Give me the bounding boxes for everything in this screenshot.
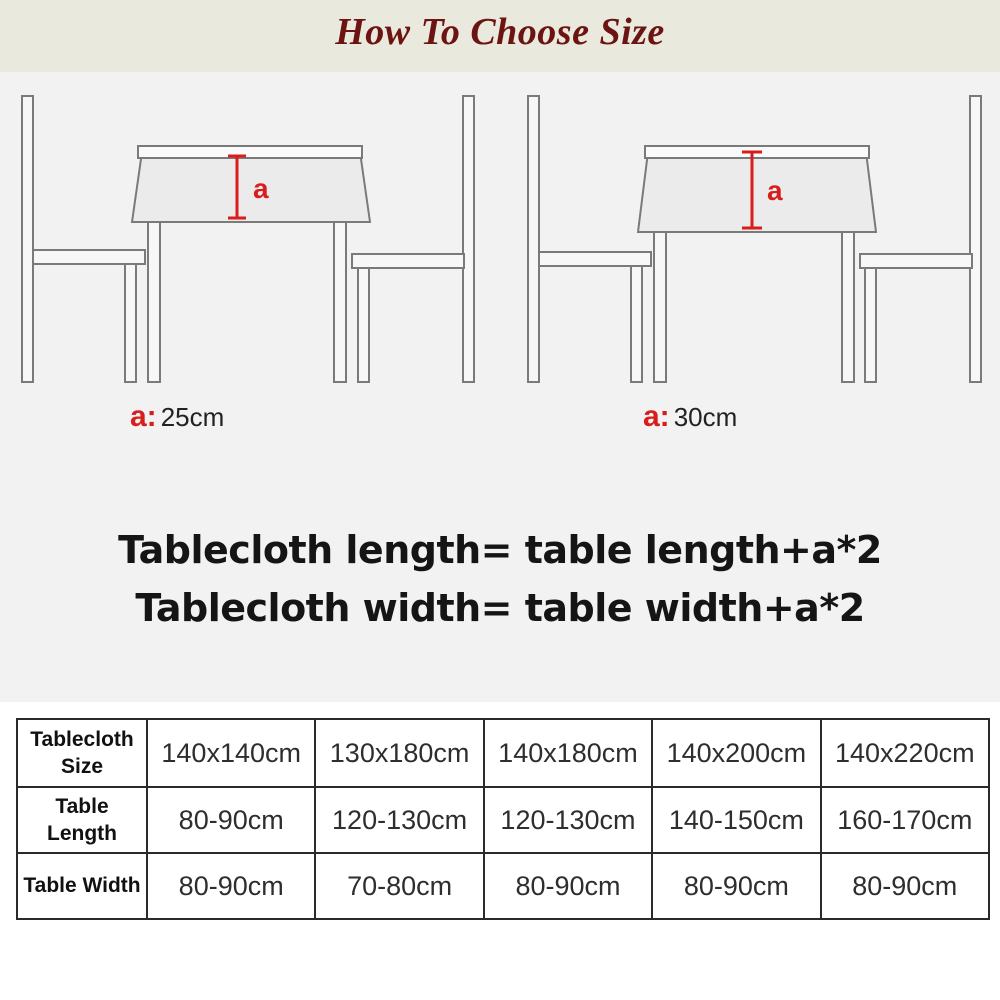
size-table [16,718,990,920]
row-header-table-length: Table Length [17,787,147,853]
table-row [17,719,989,787]
right-chair-back [970,96,981,382]
table-cell: 120-130cm [315,787,483,853]
table-row [17,853,989,919]
right-chair-seat [352,254,464,268]
table-cell: 140-150cm [652,787,820,853]
table-leg-left [148,222,160,382]
table-leg-left [654,232,666,382]
diagram-25cm [22,96,474,382]
formula-width: Tablecloth width= table width+a*2 [135,586,865,630]
table-cell: 80-90cm [484,853,652,919]
row-header-tablecloth-size: Tablecloth Size [17,719,147,787]
caption-value: 25cm [160,402,225,432]
table-cell: 70-80cm [315,853,483,919]
table-cell: 160-170cm [821,787,989,853]
right-chair-front-leg [865,268,876,382]
formula-area [0,472,1000,702]
table-cell: 120-130cm [484,787,652,853]
table-cell: 80-90cm [147,787,315,853]
tablecloth-drape [638,152,876,232]
caption-key: a: [130,400,157,433]
right-chair-front-leg [358,268,369,382]
caption-value: 30cm [673,402,738,432]
caption-key: a: [643,400,670,433]
left-chair-back [22,96,33,382]
formula-length: Tablecloth length= table length+a*2 [118,528,882,572]
table-cell: 80-90cm [147,853,315,919]
left-chair-front-leg [125,264,136,382]
table-cell: 80-90cm [652,853,820,919]
table-leg-right [334,222,346,382]
table-cell: 140x180cm [484,719,652,787]
table-row [17,787,989,853]
table-top [138,146,362,158]
table-cell: 80-90cm [821,853,989,919]
diagram-30cm [528,96,981,382]
table-leg-right [842,232,854,382]
measure-a-label: a [767,175,783,206]
row-header-table-width: Table Width [17,853,147,919]
right-chair-seat [860,254,972,268]
table-cell: 140x200cm [652,719,820,787]
caption-a-25cm [130,400,224,434]
right-chair-back [463,96,474,382]
measure-a-label: a [253,173,269,204]
table-cell: 140x140cm [147,719,315,787]
left-chair-front-leg [631,266,642,382]
table-cell: 130x180cm [315,719,483,787]
left-chair-seat [33,250,145,264]
tablecloth-drape [132,152,370,222]
table-cell: 140x220cm [821,719,989,787]
left-chair-seat [539,252,651,266]
left-chair-back [528,96,539,382]
page-title: How To Choose Size [335,11,665,53]
caption-a-30cm [643,400,737,434]
header-banner [0,0,1000,72]
